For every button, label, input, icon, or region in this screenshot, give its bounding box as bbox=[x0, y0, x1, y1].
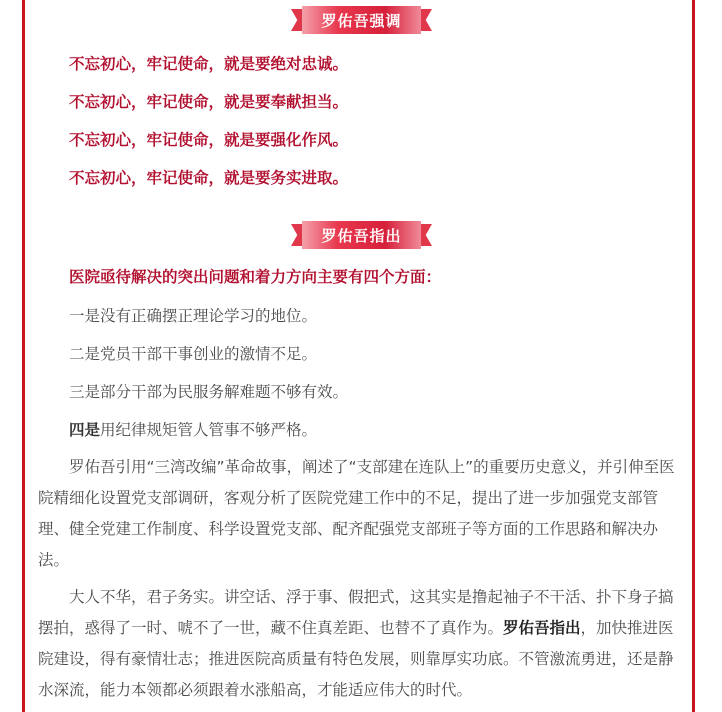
section-heading-ribbon-1 bbox=[291, 6, 432, 34]
emphasis-line-1: 不忘初心，牢记使命，就是要绝对忠诚。 bbox=[69, 55, 349, 73]
problems-intro: 医院亟待解决的突出问题和着力方向主要有四个方面： bbox=[69, 268, 442, 286]
closing-text-a: 大人不华，君子务实。讲空话、浮于事、假把式，这其实是撸起袖子不干活、扑下身子搞摆拍，惑得了一时、唬不了一世，藏不住真差距、也替不了真作为。 bbox=[38, 588, 674, 637]
point-lead: 四是 bbox=[69, 421, 101, 439]
point-text: 党员干部干事创业的激情不足。 bbox=[100, 345, 318, 363]
point-lead: 三是 bbox=[69, 383, 101, 401]
section-heading-text: 罗佑吾指出 bbox=[321, 226, 402, 245]
closing-paragraph bbox=[38, 582, 682, 706]
section-heading-ribbon-2 bbox=[291, 221, 432, 249]
problem-point-2 bbox=[69, 342, 317, 364]
point-lead: 二是 bbox=[69, 345, 101, 363]
problem-point-3 bbox=[69, 380, 348, 402]
emphasis-line-2: 不忘初心，牢记使命，就是要奉献担当。 bbox=[69, 93, 349, 111]
ribbon-body bbox=[302, 6, 421, 34]
ribbon-body bbox=[302, 221, 421, 249]
point-text: 部分干部为民服务解难题不够有效。 bbox=[100, 383, 349, 401]
emphasis-line-3: 不忘初心，牢记使命，就是要强化作风。 bbox=[69, 131, 349, 149]
problem-point-4 bbox=[69, 418, 317, 440]
closing-text-b: ，加快推进医院建设，得有豪情壮志；推进医院高质量有特色发展，则靠厚实功底。不管激流勇进，还是静水深流，能力本领都必须跟着水涨船高，才能适应伟大的时代。 bbox=[38, 619, 674, 699]
emphasis-line-4: 不忘初心，牢记使命，就是要务实进取。 bbox=[69, 169, 349, 187]
story-paragraph: 罗佑吾引用“三湾改编”革命故事，阐述了“支部建在连队上”的重要历史意义，并引伸至医院精细化设置党支部调研，客观分析了医院党建工作中的不足，提出了进一步加强党支部管理、健全党建工作制度、科学设置党支部、配齐配强党支部班子等方面的工作思路和解决办法。 bbox=[38, 458, 675, 569]
point-lead: 一是 bbox=[69, 307, 101, 325]
problem-point-1 bbox=[69, 304, 317, 326]
closing-bold-name: 罗佑吾指出 bbox=[503, 619, 581, 637]
section-heading-text: 罗佑吾强调 bbox=[321, 11, 402, 30]
right-border-line bbox=[692, 0, 695, 712]
left-border-line bbox=[22, 0, 25, 712]
point-text: 用纪律规矩管人管事不够严格。 bbox=[100, 421, 318, 439]
point-text: 没有正确摆正理论学习的地位。 bbox=[100, 307, 318, 325]
